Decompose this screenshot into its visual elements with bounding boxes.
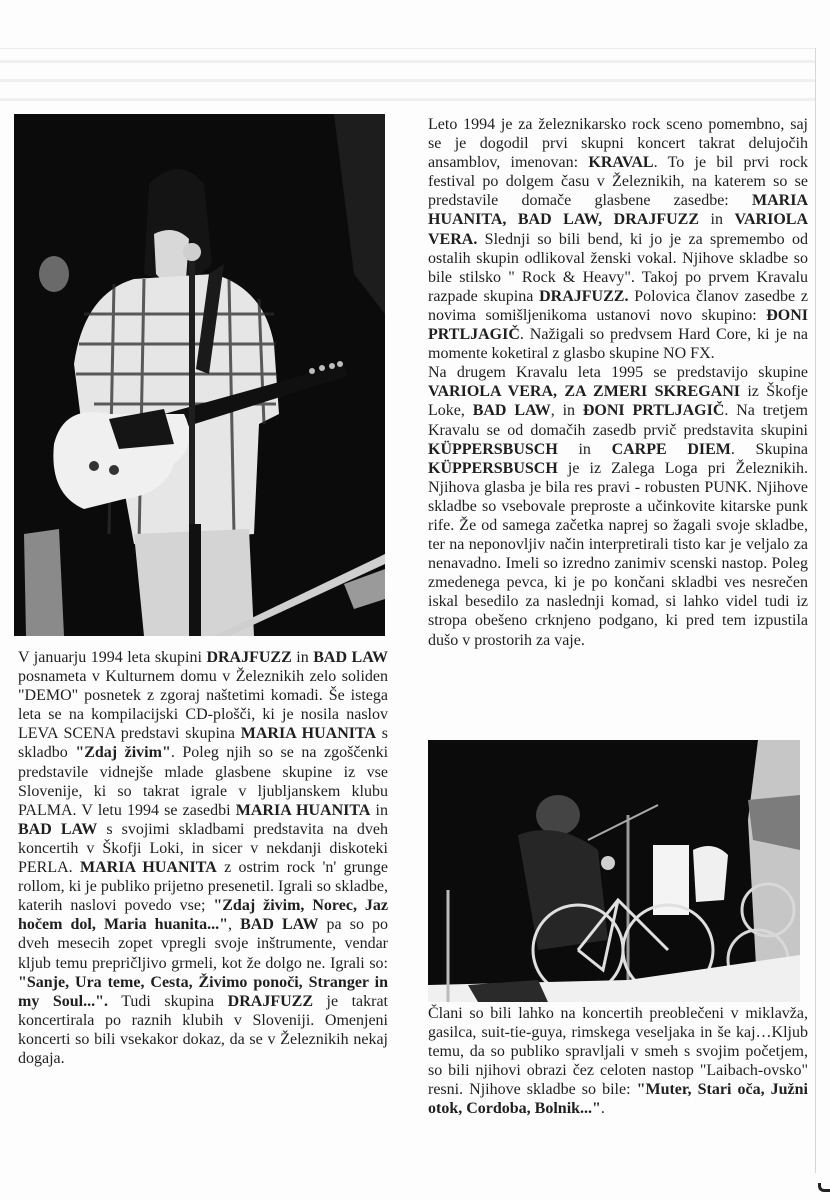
bold-text-run: VARIOLA VERA, ZA ZMERI SKREGANI <box>428 383 740 401</box>
bold-text-run: KÜPPERSBUSCH <box>428 440 558 458</box>
bold-text-run: CARPE DIEM <box>611 440 731 458</box>
kraval-paragraph: Leto 1994 je za železnikarsko rock sceno pomembno, saj se je dogodil prvi skupni koncert takrat delujočih ansamblov, imenovan: KRAVAL. To je bil prvi rock festival po dolgem času v Železnikih, na katerem so se predstavile domače glasbene zasedbe: MARIA HUANITA, BAD LAW, DRAJFUZZ in VARIOLA VERA. Slednji so bili bend, ki jo je za spremembo od ostalih skupin odlikoval ženski vokal. Njihove skladbe so bile stilsko " Rock & Heavy". Takoj po prvem Kravalu razpade skupina DRAJFUZZ. Polovica članov zasedbe z novima somišljenikoma ustanovi novo skupino: ĐONI PRTLJAGIČ. Nažigali so predvsem Hard Core, ki je na momente koketiral z glasbo skupine NO FX. <box>428 116 809 363</box>
bold-text-run: MARIA HUANITA, BAD LAW, DRAJFUZZ <box>428 192 808 229</box>
scan-bleed-through <box>0 48 815 109</box>
bold-text-run: MARIA HUANITA <box>240 725 377 743</box>
bold-text-run: "Zdaj živim" <box>75 744 171 762</box>
bold-text-run: ĐONI PRTLJAGIČ <box>428 306 808 344</box>
right-column-caption-text <box>428 1004 808 1119</box>
bold-text-run: DRAJFUZZ <box>227 992 313 1010</box>
second-kraval-paragraph: Na drugem Kravalu leta 1995 se predstavijo skupine VARIOLA VERA, ZA ZMERI SKREGANI iz Škofje Loke, BAD LAW, in ĐONI PRTLJAGIČ. Na tretjem Kravalu se od domačih zasedb prvič predstavita skupini KÜPPERSBUSCH in CARPE DIEM. Skupina KÜPPERSBUSCH je iz Zalega Loga pri Železnikih. Njihova glasba je bila res pravi - robusten PUNK. Njihove skladbe so vsebovale preproste a učinkovite kitarske punk rife. Že od samega začetka naprej so žagali svoje skladbe, ter na neponovljiv način interpretirali tisto kar je veljalo za nenavadno. Imeli so izredno zanimiv scenski nastop. Poleg zmedenega pevca, ki je po končani skladbi ves nesrečen iskal besedilo za naslednji komad, si lahko videl tudi iz stropa obešeno crknjeno podgano, ki pred tem izpustila dušo v prostorih za vaje. <box>428 364 808 649</box>
left-column-article-text <box>18 648 388 1068</box>
right-column-article-text <box>428 115 808 650</box>
bold-text-run: "Sanje, Ura teme, Cesta, Živimo ponoči, Stranger in my Soul...". <box>18 973 388 1010</box>
scan-corner-mark <box>818 1183 830 1192</box>
costumes-paragraph: Člani so bili lahko na koncertih preoblečeni v miklavža, gasilca, suit-tie-guya, rimskega veseljaka in še kaj…Kljub temu, da so publiko spravljali v smeh s svojim početjem, so bili njihovi obrazi čez celoten nastop "Laibach-ovsko" resni. Njihove skladbe so bile: "Muter, Stari oča, Južni otok, Cordoba, Bolnik...". <box>428 1005 808 1118</box>
bold-text-run: "Muter, Stari oča, Južni otok, Cordoba, Bolnik..." <box>428 1081 808 1118</box>
bold-text-run: KRAVAL <box>588 154 654 172</box>
bold-text-run: DRAJFUZZ. <box>539 287 629 305</box>
bold-text-run: DRAJFUZZ <box>206 649 292 666</box>
page-edge <box>815 48 816 1173</box>
guitarist-performing-photo <box>14 114 385 636</box>
bold-text-run: KÜPPERSBUSCH <box>428 459 558 477</box>
bold-text-run: MARIA HUANITA <box>80 859 217 877</box>
bold-text-run: "Zdaj živim, Norec, Jaz hočem dol, Maria huanita..." <box>18 897 389 934</box>
bold-text-run: ĐONI PRTLJAGIČ <box>582 402 725 420</box>
bold-text-run: BAD LAW <box>313 649 388 666</box>
left-paragraph: V januarju 1994 leta skupini DRAJFUZZ in BAD LAW posnameta v Kulturnem domu v Železnikih zelo soliden "DEMO" posnetek z zgoraj naštetimi komadi. Še istega leta se na kompilacijski CD-plošči, ki je nosila naslov LEVA SCENA predstavi skupina MARIA HUANITA s skladbo "Zdaj živim". Poleg njih so se na zgoščenki predstavile vidnejše mlade glasbene skupine iz vse Slovenije, ki so takrat igrale v ljubljanskem klubu PALMA. V letu 1994 se zasedbi MARIA HUANITA in BAD LAW s svojimi skladbami predstavita na dveh koncertih v Škofji Loki, in sicer v nekdanji diskoteki PERLA. MARIA HUANITA z ostrim rock 'n' grunge rollom, ki je publiko prijetno presenetil. Igrali so skladbe, katerih naslovi povedo vse; "Zdaj živim, Norec, Jaz hočem dol, Maria huanita...", BAD LAW pa so po dveh mesecih zopet vpregli svoje inštrumente, vendar kljub temu prepričljivo grmeli, kot že dolgo ne. Igrali so: "Sanje, Ura teme, Cesta, Živimo ponoči, Stranger in my Soul...". Tudi skupina DRAJFUZZ je takrat koncertirala po raznih klubih v Sloveniji. Omenjeni koncerti so bili vsekakor dokaz, da se v Železnikih nekaj dogaja. <box>18 649 389 1067</box>
bold-text-run: VARIOLA VERA. <box>428 211 808 248</box>
bold-text-run: MARIA HUANITA <box>235 801 371 819</box>
bold-text-run: BAD LAW <box>472 402 551 420</box>
band-on-stage-photo <box>428 740 800 1002</box>
bold-text-run: BAD LAW <box>240 916 319 934</box>
bold-text-run: BAD LAW <box>18 820 98 838</box>
